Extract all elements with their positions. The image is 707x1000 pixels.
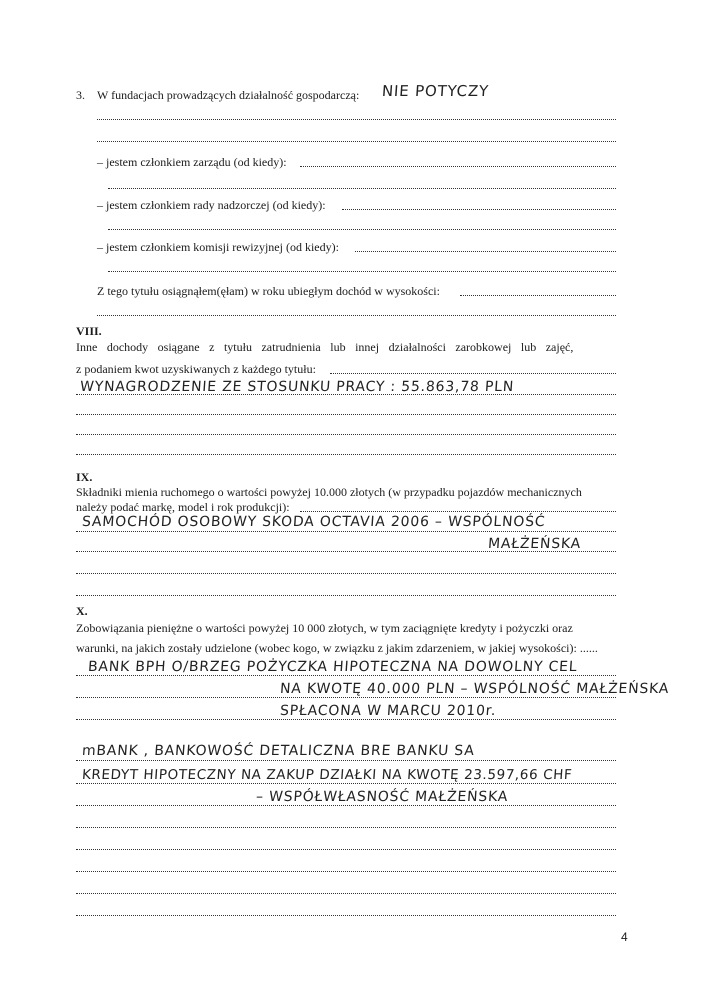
- dotted-line: [330, 373, 616, 374]
- dotted-line: [76, 893, 616, 894]
- dotted-line: [76, 434, 616, 435]
- dotted-line: [342, 209, 616, 210]
- page-number: 4: [621, 930, 628, 944]
- item3-question: W fundacjach prowadzących działalność gospodarczą:: [97, 88, 360, 102]
- dotted-line: [76, 760, 616, 761]
- section-ix-handwritten-answer-1: SAMOCHÓD OSOBOWY SKODA OCTAVIA 2006 – WSPÓLNOŚĆ: [81, 514, 546, 530]
- dochod-label: Z tego tytułu osiągnąłem(ęłam) w roku ubiegłym dochód w wysokości:: [97, 284, 440, 298]
- section-viii-line1: Inne dochody osiągane z tytułu zatrudnienia lub innej działalności zarobkowej lub zajęć,: [76, 340, 574, 354]
- dotted-line: [108, 188, 616, 189]
- section-x-handwritten-answer-4: mBANK , BANKOWOŚĆ DETALICZNA BRE BANKU SA: [81, 743, 476, 759]
- section-x-line2: warunki, na jakich zostały udzielone (wobec kogo, w związku z jakim zdarzeniem, w jakiej wysokości): ......: [76, 641, 598, 655]
- section-x-handwritten-answer-2: NA KWOTĘ 40.000 PLN – WSPÓLNOŚĆ MAŁŻEŃSKA: [279, 681, 670, 697]
- section-ix-line1: Składniki mienia ruchomego o wartości powyżej 10.000 złotych (w przypadku pojazdów mechanicznych: [76, 485, 582, 499]
- dotted-line: [76, 675, 616, 676]
- komisja-label: – jestem członkiem komisji rewizyjnej (od kiedy):: [97, 240, 339, 254]
- dotted-line: [300, 166, 616, 167]
- dotted-line: [76, 573, 616, 574]
- section-x-handwritten-answer-6: – WSPÓŁWŁASNOŚĆ MAŁŻEŃSKA: [255, 789, 509, 805]
- item3-handwritten-answer: NIE POTYCZY: [381, 82, 490, 100]
- dotted-line: [76, 595, 616, 596]
- section-viii-line2: z podaniem kwot uzyskiwanych z każdego tytułu:: [76, 362, 316, 376]
- dotted-line: [108, 229, 616, 230]
- dotted-line: [76, 827, 616, 828]
- dotted-line: [76, 551, 616, 552]
- dotted-line: [76, 454, 616, 455]
- dotted-line: [76, 805, 616, 806]
- section-x-handwritten-answer-3: SPŁACONA W MARCU 2010r.: [279, 703, 497, 719]
- section-ix-handwritten-answer-2: MAŁŻEŃSKA: [487, 536, 582, 552]
- dotted-line: [76, 414, 616, 415]
- dotted-line: [108, 271, 616, 272]
- dotted-line: [76, 915, 616, 916]
- dotted-line: [76, 394, 616, 395]
- dotted-line: [76, 871, 616, 872]
- zarzad-label: – jestem członkiem zarządu (od kiedy):: [97, 155, 287, 169]
- section-x-line1: Zobowiązania pieniężne o wartości powyżej 10 000 złotych, w tym zaciągnięte kredyty i pożyczki oraz: [76, 621, 573, 635]
- dotted-line: [76, 783, 616, 784]
- dotted-line: [76, 849, 616, 850]
- section-ix-line2: należy podać markę, model i rok produkcji):: [76, 500, 290, 514]
- dotted-line: [76, 719, 616, 720]
- dotted-line: [97, 141, 616, 142]
- dotted-line: [460, 295, 616, 296]
- section-viii-handwritten-answer: WYNAGRODZENIE ZE STOSUNKU PRACY : 55.863,78 PLN: [79, 379, 515, 395]
- dotted-line: [355, 251, 616, 252]
- section-x-heading: X.: [76, 604, 88, 618]
- rada-label: – jestem członkiem rady nadzorczej (od kiedy):: [97, 198, 326, 212]
- section-x-handwritten-answer-1: BANK BPH O/BRZEG POŻYCZKA HIPOTECZNA NA DOWOLNY CEL: [87, 659, 578, 675]
- section-viii-heading: VIII.: [76, 324, 102, 338]
- dotted-line: [300, 511, 616, 512]
- dotted-line: [76, 697, 616, 698]
- dotted-line: [76, 531, 616, 532]
- item3-number: 3.: [76, 88, 85, 102]
- dotted-line: [97, 315, 616, 316]
- dotted-line: [97, 119, 616, 120]
- section-x-handwritten-answer-5: KREDYT HIPOTECZNY NA ZAKUP DZIAŁKI NA KWOTĘ 23.597,66 CHF: [81, 767, 573, 783]
- section-ix-heading: IX.: [76, 470, 93, 484]
